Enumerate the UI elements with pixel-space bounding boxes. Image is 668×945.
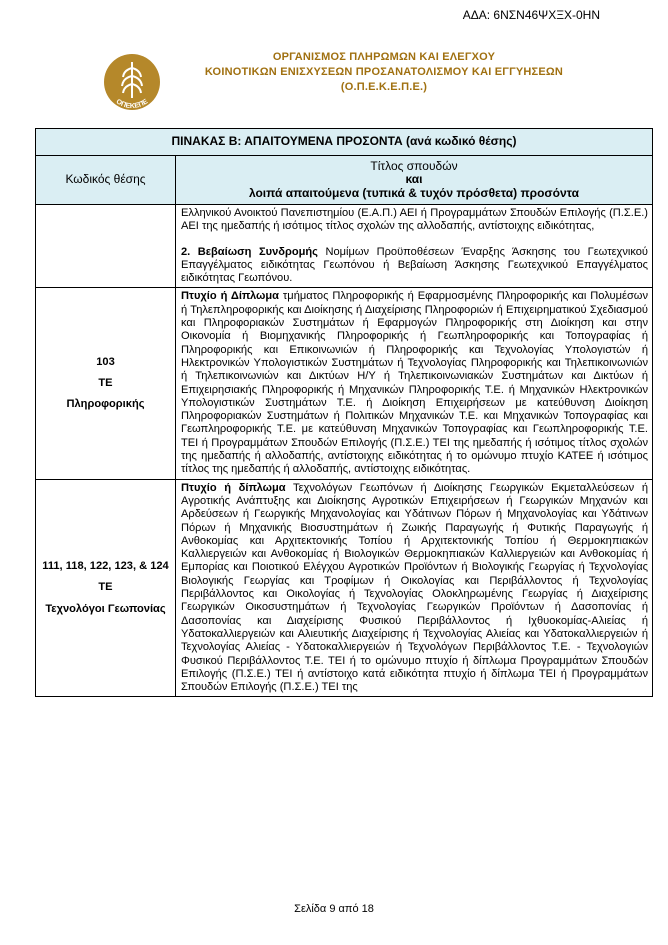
organization-header xyxy=(100,46,600,116)
organization-name xyxy=(168,50,600,95)
table-row-111 xyxy=(36,479,653,697)
paragraph-text: Νομίμων Προϋποθέσεων Έναρξης Άσκησης του Γεωτεχνικού Επαγγέλματος ειδικότητας Γεωπόνου ή Βεβαίωση Άσκησης Γεωτεχνικού Επαγγέλματος ειδικότητας Γεωπόνου. xyxy=(181,245,648,285)
position-name: Πληροφορικής xyxy=(66,398,145,411)
bold-lead: Πτυχίο ή δίπλωμα xyxy=(181,481,286,494)
col2-line-1: Τίτλος σπουδών xyxy=(370,159,458,174)
position-code: 103 xyxy=(96,355,115,368)
page-number: Σελίδα 9 από 18 xyxy=(294,903,374,915)
paragraph-text: τμήματος Πληροφορικής ή Εφαρμοσμένης Πληροφορικής και Πολυμέσων ή Τηλεπληροφορικής και Διοίκησης ή Διαχείρισης Πληροφοριών ή Επιχειρηματικού Σχεδιασμού και Πληροφοριακών Συστημάτων ή Εφαρμογών Πληροφορικής στη Διοίκηση και στην Οικονομία ή Βιομηχανικής Πληροφορικής ή Γεωπληροφορικής και Τοπογραφίας ή Πληροφορικής και Επικοινωνιών ή Πληροφορικής και Τεχνολογίας Υπολογιστών ή Ηλεκτρονικών Υπολογιστικών Συστημάτων ή Τεχνολογίας Πληροφορικής και Τηλεπικοινωνιών ή Τηλεπικοινωνιών και Δικτύων Η/Υ ή Τηλεπικοινωνιακών Συστημάτων και Δικτύων ή Επιχειρησιακής Πληροφορικής ή Μηχανικών Πληροφορικής Τ.Ε. ή Μηχανικών Ηλεκτρονικών Υπολογιστικών Συστημάτων Τ.Ε. ή Διοίκηση Επιχειρήσεων με κατεύθυνση Διοίκηση Πληροφοριακών Συστημάτων ή Πολιτικών Μηχανικών Τ.Ε. και Μηχανικών Τοπογραφίας και Γεωπληροφορικής Τ.Ε. με κατεύθυνση Μηχανικών Τοπογραφίας και Γεωπληροφορικής Τ.Ε. ΤΕΙ ή Προγραμμάτων Σπουδών Επιλογής (Π.Σ.Ε.) ΤΕΙ της ημεδαπής ή ισότιμος τίτλος σχολών της ημεδαπής ή αλλοδαπής, αντίστοιχης ειδικότητας ή το ομώνυμο πτυχίο ΚΑΤΕΕ ή ισότιμος τίτλος της ημεδαπής ή αλλοδαπής, αντίστοιχης ειδικότητας. xyxy=(181,290,648,476)
col2-line-3: λοιπά απαιτούμενα (τυπικά & τυχόν πρόσθετα) προσόντα xyxy=(248,185,580,200)
code-cell-empty xyxy=(36,205,176,288)
table-title: ΠΙΝΑΚΑΣ Β: ΑΠΑΙΤΟΥΜΕΝΑ ΠΡΟΣΟΝΤΑ (ανά κωδικό θέσης) xyxy=(36,129,653,156)
position-code: 111, 118, 122, 123, & 124 xyxy=(42,560,169,573)
column-header-code: Κωδικός θέσης xyxy=(36,156,176,205)
position-name: Τεχνολόγοι Γεωπονίας xyxy=(45,602,166,615)
org-line-1: ΟΡΓΑΝΙΣΜΟΣ ΠΛΗΡΩΜΩΝ ΚΑΙ ΕΛΕΓΧΟΥ xyxy=(272,51,496,63)
logo-caption: ΟΠΕΚΕΠΕ xyxy=(114,98,150,111)
paragraph-text: Τεχνολόγων Γεωπόνων ή Διοίκησης Γεωργικών Εκμεταλλεύσεων ή Αγροτικής Ανάπτυξης και Διοίκησης Αγροτικών Επιχειρήσεων ή Γεωργικών Μηχανών και Αρδεύσεων ή Γεωργικής Μηχανολογίας και Υδάτινων Πόρων ή Μηχανολογίας και Υδάτινων Πόρων ή Μηχανικής Βιοσυστημάτων ή Ζωικής Παραγωγής ή Φυτικής Παραγωγής ή Ανθοκομίας και Αρχιτεκτονικής Τοπίου ή Αρχιτεκτονικής Τοπίου ή Θερμοκηπιακών Καλλιεργειών και Ανθοκομίας ή Βιολογικών Θερμοκηπιακών Καλλιεργειών και Ανθοκομίας ή Εμπορίας και Ποιοτικού Ελέγχου Αγροτικών Προϊόντων ή Βιολογικής Γεωργίας ή Τεχνολογίας Βιολογικής Γεωργίας και Τροφίμων ή Οικολογίας και Περιβάλλοντος ή Τεχνολογίας Περιβάλλοντος και Οικολογίας ή Τεχνολογίας Ολοκληρωμένης Γεωργίας ή Διαχείρισης Γεωργικών Οικοσυστημάτων ή Τεχνολογίας Γεωργικών Προϊόντων ή Δασοπονίας ή Δασοπονίας και Διαχείρισης Φυσικού Περιβάλλοντος ή Ιχθυοκομίας-Αλιείας ή Υδατοκαλλιεργειών και Αλιευτικής Διαχείρισης ή Τεχνολογίας Αλιείας και Υδατοκαλλιεργειών ή Τεχνολογίας Αλιείας - Υδατοκαλλιεργειών ή Τεχνολόγων Περιβάλλοντος Τ.Ε. - Τεχνολογιών Φυσικού Περιβάλλοντος Τ.Ε. ΤΕΙ ή το ομώνυμο πτυχίο ή δίπλωμα Προγραμμάτων Σπουδών Επιλογής (Π.Σ.Ε.) ΤΕΙ ή αντίστοιχο κατά ειδικότητα πτυχίο ή δίπλωμα ΤΕΙ ή Προγραμμάτων Σπουδών Επιλογής (Π.Σ.Ε.) ΤΕΙ της xyxy=(181,481,649,694)
code-cell xyxy=(36,288,176,479)
table-row-103 xyxy=(36,288,653,479)
wheat-emblem-icon xyxy=(100,52,164,116)
qualification-cell xyxy=(176,479,653,697)
position-category: ΤΕ xyxy=(98,581,113,594)
document-id: ΑΔΑ: 6ΝΣΝ46ΨΧΞΧ-0ΗΝ xyxy=(462,8,600,22)
code-cell xyxy=(36,479,176,697)
qualification-cell xyxy=(176,205,653,288)
col2-line-2: και xyxy=(405,172,423,187)
table-header-row xyxy=(36,156,653,205)
paragraph: Ελληνικού Ανοικτού Πανεπιστημίου (Ε.Α.Π.) ΑΕΙ ή Προγραμμάτων Σπουδών Επιλογής (Π.Σ.Ε.) ΑΕΙ της ημεδαπής ή ισότιμος τίτλος σχολών της αλλοδαπής, αντίστοιχης ειδικότητας, xyxy=(181,207,648,233)
paragraph xyxy=(181,246,648,286)
paragraph xyxy=(181,290,648,476)
bold-lead: 2. Βεβαίωση Συνδρομής xyxy=(181,245,318,258)
org-line-2: ΚΟΙΝΟΤΙΚΩΝ ΕΝΙΣΧΥΣΕΩΝ ΠΡΟΣΑΝΑΤΟΛΙΣΜΟΥ ΚΑΙ ΕΓΓΥΗΣΕΩΝ xyxy=(204,66,564,78)
position-category: ΤΕ xyxy=(98,376,113,389)
bold-lead: Πτυχίο ή Δίπλωμα xyxy=(181,290,280,303)
table-title-row xyxy=(36,129,653,156)
org-line-3: (Ο.Π.Ε.Κ.Ε.Π.Ε.) xyxy=(340,81,428,93)
table-row-continued xyxy=(36,205,653,288)
paragraph xyxy=(181,482,648,695)
qualification-cell xyxy=(176,288,653,479)
qualifications-table xyxy=(35,128,653,697)
column-header-qualifications xyxy=(176,156,653,205)
